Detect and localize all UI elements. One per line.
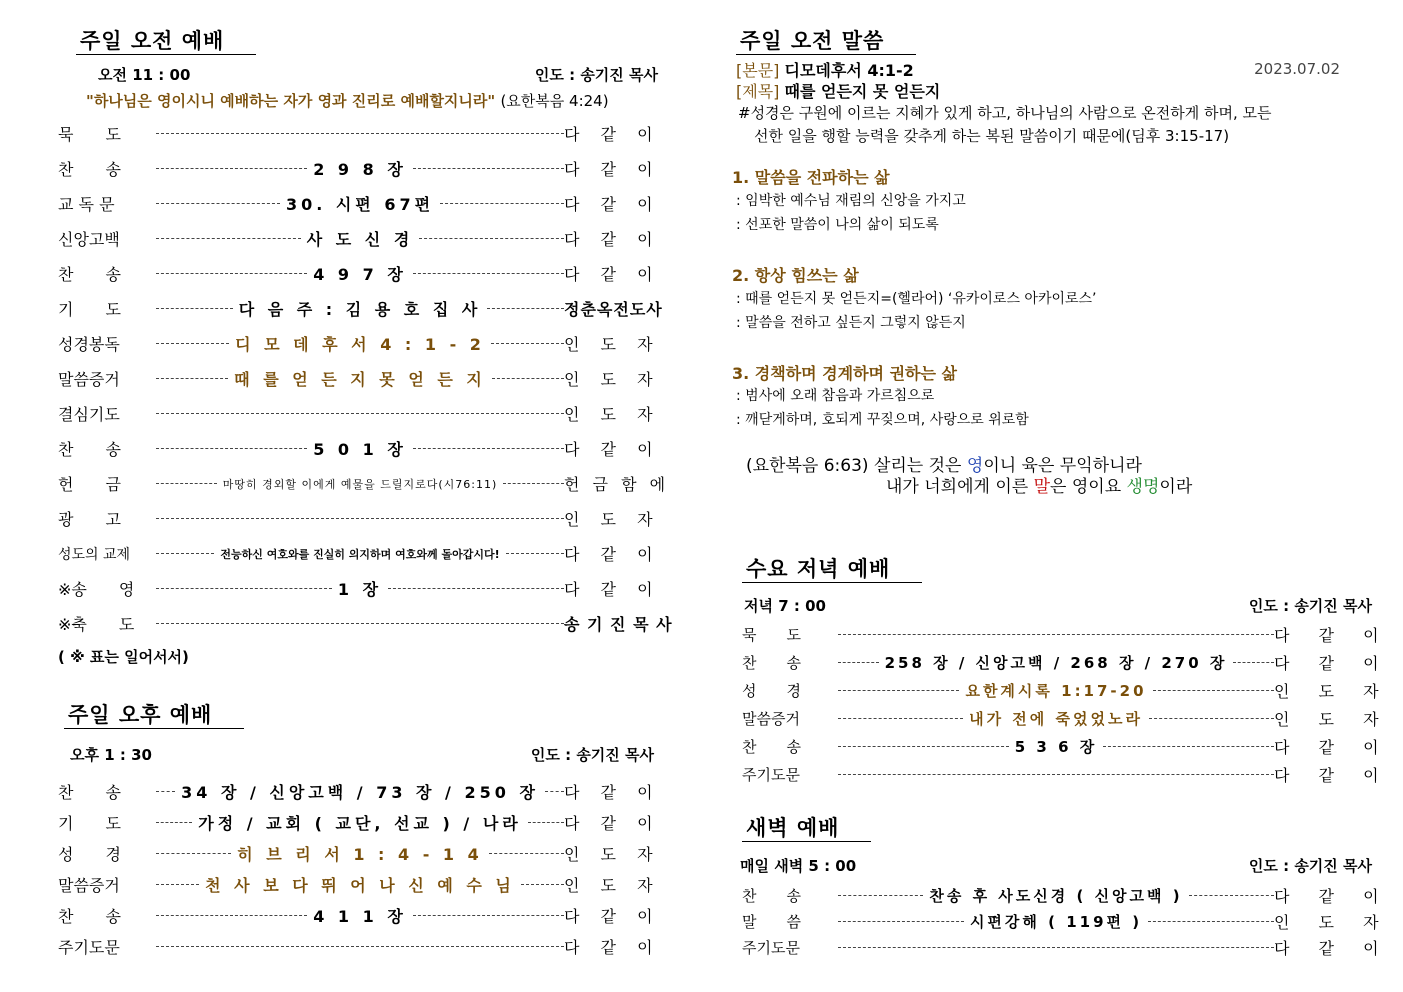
dash-divider [521,884,564,885]
order-item-leader-line [838,947,1274,948]
order-item-label: 헌 금 [58,475,121,494]
order-item-content: 내가 전에 죽었었노라 [969,710,1143,728]
order-item-role: 인 도 자 [1274,682,1391,701]
order-item-leader-line [838,911,1274,932]
order-item-leader-line [838,708,1274,729]
order-item-leader-line [156,623,564,624]
order-item-label: 주기도문 [58,938,120,957]
order-row [58,842,661,865]
dash-divider [413,915,564,916]
quote-text: 이라 [1159,477,1193,497]
order-row [58,332,661,355]
dash-divider [838,947,1274,948]
order-item-label: ※송 영 [58,580,135,599]
order-item-leader-line [838,736,1274,757]
sermon-intro-line2: 선한 일을 행할 능력을 갖추게 하는 복된 말씀이기 때문에(딤후 3:15-17) [754,127,1230,145]
dash-divider [156,884,199,885]
order-item-label: 찬 송 [742,654,801,672]
order-row [742,884,1391,907]
dash-divider [156,623,564,624]
order-item-content: 5 0 1 장 [313,440,407,459]
order-item-role: 인 도 자 [564,405,661,424]
dash-divider [413,168,564,169]
order-item-label: 성도의 교제 [58,546,131,563]
quote-word-spirit: 영 [966,456,984,476]
dash-divider [419,238,564,239]
order-row [58,227,661,250]
order-item-content: 가정 / 교회 ( 교단, 선교 ) / 나라 [198,814,522,833]
order-item-label: 말씀증거 [742,710,800,728]
order-item-role: 송 기 진 목 사 [564,615,673,634]
order-row [742,910,1391,933]
order-item-label: 주기도문 [742,766,800,784]
dash-divider [156,133,564,134]
order-item-leader-line [156,437,564,460]
dash-divider [388,588,564,589]
order-item-role: 다 같 이 [564,230,661,249]
order-row [58,192,661,215]
dash-divider [413,448,564,449]
order-item-label: 광 고 [58,510,121,529]
dash-divider [156,915,307,916]
quote-word-life: 생명 [1126,477,1160,497]
order-item-leader-line [156,262,564,285]
order-item-content: 시편강해 ( 119편 ) [969,913,1143,931]
order-item-role: 다 같 이 [1274,654,1391,673]
dawn-service-leader: 인도 : 송기진 목사 [1248,857,1372,875]
afternoon-service-time: 오후 1 : 30 [70,746,152,764]
order-item-content: 천 사 보 다 뛰 어 나 신 예 수 님 [205,876,515,895]
order-row [58,472,670,495]
sermon-quote-line1 [746,455,1142,478]
order-item-label: 찬 송 [58,440,121,459]
dash-divider [156,343,229,344]
dash-divider [156,853,231,854]
dash-divider [156,413,564,414]
dash-divider [528,822,564,823]
order-item-role: 다 같 이 [1274,887,1391,906]
order-item-leader-line [156,227,564,250]
order-item-role: 헌 금 함 에 [564,475,670,494]
order-item-label: 주기도문 [742,939,800,957]
order-item-leader-line [838,885,1274,906]
sermon-text-value: 디모데후서 4:1-2 [784,61,914,80]
dash-divider [487,308,564,309]
order-item-leader-line [156,413,564,414]
sermon-date: 2023.07.02 [1254,60,1340,78]
afternoon-service-leader: 인도 : 송기진 목사 [530,746,654,764]
dash-divider [545,791,564,792]
order-item-role: 인 도 자 [1274,913,1391,932]
quote-ref: (요한복음 6:63) [746,456,869,476]
order-item-content: 요한계시록 1:17-20 [965,682,1147,700]
order-item-label: 말씀증거 [58,370,120,389]
quote-text: 이니 육은 무익하니라 [983,456,1142,476]
sermon-text [736,58,914,81]
quote-text: 살리는 것은 [873,456,967,476]
order-item-leader-line [156,577,564,600]
order-item-label: ※축 도 [58,615,135,634]
verse-text: "하나님은 영이시니 예배하는 자가 영과 진리로 예배할지니라" [86,92,496,110]
dash-divider [156,448,307,449]
order-item-leader-line [838,634,1274,635]
order-item-role: 다 같 이 [564,125,661,144]
order-item-leader-line [838,652,1274,673]
dash-divider [156,822,192,823]
dawn-service-time: 매일 새벽 5 : 00 [740,857,857,875]
order-row [742,763,1391,786]
order-item-role: 다 같 이 [564,938,661,957]
order-item-content: 찬송 후 사도신경 ( 신앙고백 ) [929,887,1183,905]
dash-divider [156,483,217,484]
order-row [742,679,1391,702]
dash-divider [838,921,964,922]
order-item-leader-line [156,157,564,180]
order-item-role: 다 같 이 [1274,766,1391,785]
order-item-label: 찬 송 [58,265,121,284]
morning-service-time: 오전 11 : 00 [98,66,191,84]
dash-divider [491,343,564,344]
order-item-content: 4 9 7 장 [313,265,407,284]
standing-note: ( ※ 표는 일어서서) [58,648,189,666]
order-row [58,780,661,803]
order-item-label: 묵 도 [58,125,121,144]
order-item-role: 인 도 자 [564,510,661,529]
quote-word-word: 말 [1033,477,1051,497]
dash-divider [156,588,332,589]
dash-divider [503,483,564,484]
order-item-leader-line [156,476,564,492]
dash-divider [156,378,228,379]
order-row [58,612,673,635]
dash-divider [838,662,879,663]
order-row [58,402,661,425]
dash-divider [1233,662,1274,663]
sermon-subject-value: 때를 얻든지 못 얻든지 [784,82,941,101]
order-item-leader-line [838,680,1274,701]
order-item-leader-line [156,297,564,320]
order-item-leader-line [838,774,1274,775]
sermon-title: 주일 오전 말씀 [736,28,916,55]
dash-divider [506,553,564,554]
order-item-role: 인 도 자 [564,335,661,354]
order-item-role: 인 도 자 [1274,710,1391,729]
order-item-label: 찬 송 [742,738,801,756]
sermon-intro-line1: #성경은 구원에 이르는 지혜가 있게 하고, 하나님의 사람으로 온전하게 하며, 모든 [738,104,1272,122]
sermon-point-3-line1: : 범사에 오래 참음과 가르침으로 [736,388,935,404]
order-row [58,157,661,180]
dash-divider [413,273,564,274]
sermon-point-1-line2: : 선포한 말씀이 나의 삶이 되도록 [736,217,939,233]
order-item-role: 다 같 이 [564,814,661,833]
morning-service-title: 주일 오전 예배 [76,28,256,55]
order-row [58,811,661,834]
order-item-leader-line [156,367,564,390]
order-item-leader-line [156,780,564,803]
order-item-role: 인 도 자 [564,370,661,389]
order-item-leader-line [156,192,564,215]
order-item-role: 다 같 이 [564,545,661,564]
dash-divider [156,553,214,554]
order-item-role: 다 같 이 [564,783,661,802]
order-row [58,935,661,958]
order-row [742,936,1391,959]
dash-divider [1148,921,1274,922]
order-item-label: 성경봉독 [58,335,120,354]
order-row [58,873,661,896]
sermon-point-2-title: 2. 항상 힘쓰는 삶 [732,266,859,285]
sermon-point-3-line2: : 깨닫게하며, 호되게 꾸짖으며, 사랑으로 위로함 [736,412,1029,428]
dash-divider [1103,746,1274,747]
order-item-content: 30. 시편 67편 [285,195,435,214]
order-item-leader-line [156,546,564,562]
dawn-service-title: 새벽 예배 [742,815,871,842]
order-item-role: 다 같 이 [564,195,661,214]
order-item-role: 다 같 이 [564,907,661,926]
dash-divider [838,774,1274,775]
morning-service-verse [86,90,609,111]
order-row [742,707,1391,730]
order-row [58,437,661,460]
dash-divider [1153,690,1274,691]
dash-divider [156,791,175,792]
wednesday-service-time: 저녁 7 : 00 [744,597,826,615]
order-item-content: 34 장 / 신앙고백 / 73 장 / 250 장 [181,783,539,802]
order-row [742,651,1391,674]
dash-divider [838,895,923,896]
order-row [58,542,661,565]
order-item-role: 다 같 이 [564,440,661,459]
sermon-quote-line2 [886,476,1192,499]
sermon-point-1-line1: : 임박한 예수님 재림의 신앙을 가지고 [736,193,966,209]
order-item-label: 기 도 [58,814,121,833]
order-item-label: 묵 도 [742,626,801,644]
order-item-label: 찬 송 [58,907,121,926]
order-item-content: 히 브 리 서 1 : 4 - 1 4 [237,845,483,864]
dash-divider [1189,895,1274,896]
order-item-label: 말 씀 [742,913,801,931]
order-row [58,904,661,927]
order-item-label: 기 도 [58,300,121,319]
sermon-text-label: [본문] [736,61,780,80]
order-item-leader-line [156,873,564,896]
dash-divider [156,238,301,239]
dash-divider [492,378,564,379]
order-row [58,122,661,145]
order-item-leader-line [156,133,564,134]
order-item-content: 2 9 8 장 [313,160,407,179]
order-item-label: 교 독 문 [58,195,115,214]
order-row [742,735,1391,758]
sermon-point-1-title: 1. 말씀을 전파하는 삶 [732,168,890,187]
dash-divider [156,273,307,274]
morning-service-leader: 인도 : 송기진 목사 [534,66,658,84]
order-item-role: 다 같 이 [564,580,661,599]
wednesday-service-title: 수요 저녁 예배 [742,556,922,583]
quote-text: 은 영이요 [1050,477,1127,497]
order-item-content: 258 장 / 신앙고백 / 268 장 / 270 장 [884,654,1228,672]
order-item-leader-line [156,904,564,927]
sermon-point-2-line1: : 때를 얻든지 못 얻든지=(헬라어) ‘유카이로스 아카이로스’ [736,291,1097,307]
order-item-label: 신앙고백 [58,230,120,249]
sermon-point-2-line2: : 말씀을 전하고 싶든지 그렇지 않든지 [736,315,966,331]
order-item-leader-line [156,518,564,519]
order-item-leader-line [156,842,564,865]
order-item-label: 말씀증거 [58,876,120,895]
dash-divider [838,718,963,719]
order-row [742,623,1391,646]
dash-divider [489,853,564,854]
order-item-content: 디 모 데 후 서 4 : 1 - 2 [235,335,485,354]
order-item-role: 다 같 이 [564,265,661,284]
order-item-role: 다 같 이 [564,160,661,179]
order-item-role: 정춘옥전도사 [564,300,663,319]
afternoon-service-title: 주일 오후 예배 [64,702,244,729]
order-item-label: 성 경 [742,682,801,700]
order-item-content: 전능하신 여호와를 진실히 의지하며 여호와께 돌아갑시다! [220,547,500,561]
order-item-label: 성 경 [58,845,121,864]
wednesday-service-leader: 인도 : 송기진 목사 [1248,597,1372,615]
order-item-content: 다 음 주 : 김 용 호 집 사 [238,300,482,319]
dash-divider [838,746,1009,747]
verse-ref: (요한복음 4:24) [500,92,609,110]
order-item-role: 인 도 자 [564,845,661,864]
dash-divider [1149,718,1274,719]
order-item-label: 결심기도 [58,405,120,424]
order-row [58,262,661,285]
order-item-leader-line [156,811,564,834]
order-item-label: 찬 송 [58,160,121,179]
order-item-role: 다 같 이 [1274,738,1391,757]
dash-divider [156,203,280,204]
sermon-subject-label: [제목] [736,82,780,101]
order-item-leader-line [156,332,564,355]
order-item-content: 때 를 얻 든 지 못 얻 든 지 [234,370,486,389]
dash-divider [838,634,1274,635]
sermon-subject [736,79,940,102]
order-item-label: 찬 송 [58,783,121,802]
order-item-content: 1 장 [337,580,383,599]
quote-text: 내가 너희에게 이른 [886,477,1034,497]
order-item-content: 5 3 6 장 [1014,738,1098,756]
dash-divider [156,946,564,947]
dash-divider [156,518,564,519]
sermon-point-3-title: 3. 경책하며 경계하며 권하는 삶 [732,364,957,383]
order-item-label: 찬 송 [742,887,801,905]
order-row [58,297,663,320]
order-row [58,577,661,600]
order-row [58,507,661,530]
dash-divider [156,308,233,309]
order-item-content: 4 1 1 장 [313,907,407,926]
order-item-leader-line [156,946,564,947]
order-item-role: 다 같 이 [1274,939,1391,958]
order-item-content: 사 도 신 경 [306,230,414,249]
order-item-role: 인 도 자 [564,876,661,895]
order-row [58,367,661,390]
order-item-content: 마땅히 경외할 이에게 예물을 드릴지로다(시76:11) [222,477,498,491]
dash-divider [838,690,959,691]
dash-divider [156,168,307,169]
order-item-role: 다 같 이 [1274,626,1391,645]
dash-divider [440,203,564,204]
